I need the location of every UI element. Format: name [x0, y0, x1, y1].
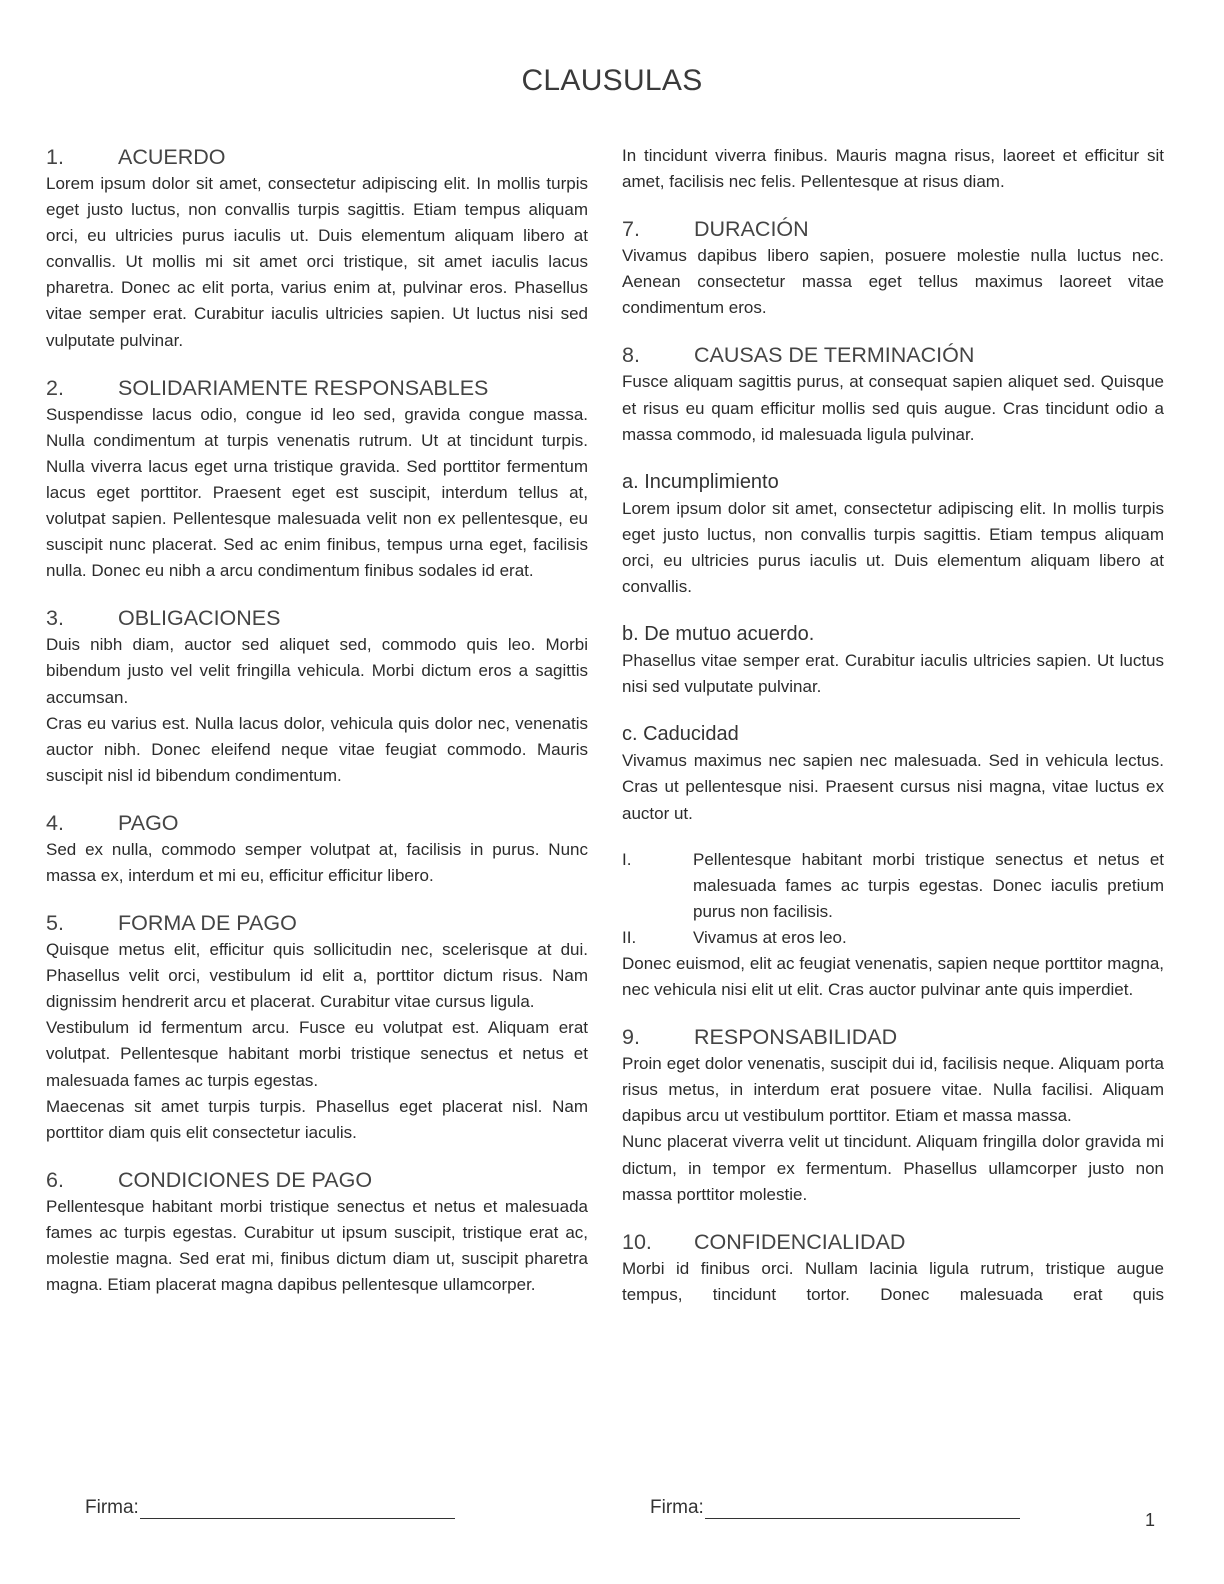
clause-title: SOLIDARIAMENTE RESPONSABLES — [118, 375, 489, 400]
clause-paragraph: Donec euismod, elit ac feugiat venenatis, sapien neque porttitor magna, nec vehicula nisi elit ut elit. Cras auctor pulvinar ante quis imperdiet. — [622, 953, 1164, 1000]
clause-condiciones-de-pago — [46, 1166, 588, 1298]
clause-heading — [46, 143, 588, 171]
clause-number: 7. — [622, 217, 640, 242]
clause-causas-de-terminacion — [622, 341, 1164, 447]
clause-paragraph: Morbi id finibus orci. Nullam lacinia ligula rutrum, tristique augue tempus, tincidunt tortor. Donec malesuada erat quis — [622, 1258, 1164, 1304]
clause-solidariamente-responsables — [46, 374, 588, 585]
clause-number: 4. — [46, 810, 64, 835]
clause-paragraph: Vivamus maximus nec sapien nec malesuada. Sed in vehicula lectus. Cras ut pellentesque nisi. Praesent cursus nisi magna, vitae luctus ex auctor ut. — [622, 751, 1164, 823]
clause-heading — [622, 341, 1164, 369]
signature-line — [705, 1494, 1020, 1519]
clause-heading — [46, 604, 588, 632]
clause-number: 8. — [622, 343, 640, 368]
clause-paragraph: Lorem ipsum dolor sit amet, consectetur adipiscing elit. In mollis turpis eget justo luctus, non convallis turpis sagittis. Etiam tempus aliquam orci, eu ultricies purus iaculis ut. Duis elementum aliquam libero at convallis. Ut mollis mi sit amet orci tristique, sit amet iaculis lacus pharetra. Donec ac elit porta, varius enim at, pulvinar eros. Phasellus vitae semper erat. Curabitur iaculis ultricies sapien. Ut luctus nisi sed vulputate pulvinar. — [46, 174, 588, 350]
list-item-text: Pellentesque habitant morbi tristique senectus et netus et malesuada fames ac turpis egestas. Donec iaculis pretium purus non facilisis. — [693, 849, 1164, 921]
clause-title: ACUERDO — [118, 145, 226, 169]
subclause-title: b. De mutuo acuerdo. — [622, 623, 815, 646]
clause-obligaciones — [46, 604, 588, 789]
clause-heading — [622, 1023, 1164, 1051]
page-number: 1 — [1145, 1510, 1156, 1530]
list-item-number: I. — [622, 849, 632, 869]
clause-heading — [46, 809, 588, 837]
clause-paragraph: Sed ex nulla, commodo semper volutpat at, facilisis in purus. Nunc massa ex, interdum et mi eu, efficitur efficitur libero. — [46, 839, 588, 885]
clause-continuation — [622, 143, 1164, 195]
signature-label: Firma: — [85, 1497, 139, 1518]
clause-heading — [46, 1166, 588, 1194]
clause-number: 5. — [46, 911, 64, 936]
clause-number: 10. — [622, 1229, 652, 1254]
clause-number: 9. — [622, 1025, 640, 1050]
clause-heading — [46, 374, 588, 402]
clause-title: CAUSAS DE TERMINACIÓN — [694, 343, 975, 368]
subclause-mutuo-acuerdo — [622, 620, 1164, 700]
signature-right — [650, 1494, 1020, 1519]
right-column — [622, 143, 1164, 1328]
clause-forma-de-pago — [46, 909, 588, 1146]
list-item-number: II. — [622, 927, 637, 947]
clause-title: CONDICIONES DE PAGO — [118, 1167, 373, 1192]
list-item — [622, 925, 1164, 951]
clause-paragraph: Duis nibh diam, auctor sed aliquet sed, commodo quis leo. Morbi bibendum justo vel velit fringilla vehicula. Morbi dictum eros a sagittis accumsan. — [46, 635, 588, 707]
clause-acuerdo — [46, 143, 588, 354]
clause-title: PAGO — [118, 810, 179, 835]
clause-title: DURACIÓN — [694, 217, 809, 242]
list-item — [622, 847, 1164, 925]
clause-paragraph: Pellentesque habitant morbi tristique senectus et netus et malesuada fames ac turpis egestas. Curabitur ut ipsum suscipit, tristique erat ac, molestie magna. Sed erat mi, finibus dictum diam ut, suscipit pharetra magna. Etiam placerat magna dapibus pellentesque ullamcorper. — [46, 1196, 588, 1295]
clause-number: 1. — [46, 145, 64, 169]
clause-heading — [46, 909, 588, 937]
clause-number: 3. — [46, 606, 64, 631]
clause-paragraph: Lorem ipsum dolor sit amet, consectetur adipiscing elit. In mollis turpis eget justo luctus, non convallis turpis sagittis. Etiam tempus aliquam orci, eu ultricies purus iaculis ut. Duis elementum aliquam libero at convallis. — [622, 498, 1164, 597]
clause-title: CONFIDENCIALIDAD — [694, 1229, 906, 1254]
subclause-title: c. Caducidad — [622, 723, 739, 746]
subclause-title: a. Incumplimiento — [622, 470, 779, 493]
signature-left — [85, 1494, 455, 1519]
clause-paragraph: Proin eget dolor venenatis, suscipit dui id, facilisis neque. Aliquam porta risus metus, in interdum erat posuere vitae. Nulla facilisi. Aliquam dapibus arcu ut vestibulum porttitor. Etiam et massa massa. — [622, 1054, 1164, 1126]
signature-label: Firma: — [650, 1497, 704, 1518]
signature-line — [140, 1494, 455, 1519]
clause-paragraph: Vivamus dapibus libero sapien, posuere molestie nulla luctus nec. Aenean consectetur massa eget tellus maximus laoreet vitae condimentum eros. — [622, 246, 1164, 318]
clause-paragraph: Maecenas sit amet turpis turpis. Phasellus eget placerat nisl. Nam porttitor diam quis elit consectetur iaculis. — [46, 1096, 588, 1142]
clause-paragraph: Cras eu varius est. Nulla lacus dolor, vehicula quis dolor nec, venenatis auctor nibh. Donec eleifend neque vitae feugiat commodo. Mauris suscipit nisl id bibendum condimentum. — [46, 713, 588, 785]
left-column — [46, 143, 588, 1318]
clause-paragraph: Quisque metus elit, efficitur quis sollicitudin nec, scelerisque at dui. Phasellus velit orci, vestibulum id elit a, porttitor dictum risus. Nam dignissim hendrerit arcu et placerat. Curabitur vitae cursus ligula. — [46, 940, 588, 1012]
clause-duracion — [622, 215, 1164, 321]
subclause-incumplimiento — [622, 468, 1164, 600]
clause-heading — [622, 215, 1164, 243]
page-title: CLAUSULAS — [521, 64, 703, 97]
subclause-caducidad — [622, 720, 1164, 826]
clause-number: 2. — [46, 375, 64, 400]
list-item-text: Vivamus at eros leo. — [693, 927, 847, 947]
clause-heading — [622, 1228, 1164, 1256]
clause-paragraph: In tincidunt viverra finibus. Mauris magna risus, laoreet et efficitur sit amet, facilisis nec felis. Pellentesque at risus diam. — [622, 146, 1164, 192]
clause-title: FORMA DE PAGO — [118, 911, 297, 936]
clause-paragraph: Phasellus vitae semper erat. Curabitur iaculis ultricies sapien. Ut luctus nisi sed vulputate pulvinar. — [622, 651, 1164, 697]
clause-paragraph: Vestibulum id fermentum arcu. Fusce eu volutpat est. Aliquam erat volutpat. Pellentesque habitant morbi tristique senectus et netus et malesuada fames ac turpis egestas. — [46, 1018, 588, 1090]
clause-paragraph: Nunc placerat viverra velit ut tincidunt. Aliquam fringilla dolor gravida mi dictum, in tempor ex fermentum. Phasellus ullamcorper justo non massa porttitor molestie. — [622, 1132, 1164, 1204]
clause-responsabilidad — [622, 1023, 1164, 1208]
roman-list — [622, 847, 1164, 1004]
clause-confidencialidad — [622, 1228, 1164, 1308]
clause-title: OBLIGACIONES — [118, 606, 281, 631]
clause-title: RESPONSABILIDAD — [694, 1025, 898, 1050]
clause-number: 6. — [46, 1167, 64, 1192]
clause-paragraph: Suspendisse lacus odio, congue id leo sed, gravida congue massa. Nulla condimentum at turpis venenatis rutrum. Ut at tincidunt turpis. Nulla viverra lacus eget urna tristique gravida. Sed porttitor fermentum lacus eget porttitor. Praesent eget est suscipit, interdum tellus at, volutpat sapien. Pellentesque malesuada velit non ex pellentesque, eu suscipit nunc placerat. Sed ac enim finibus, tempus urna eget, facilisis nulla. Donec eu nibh a arcu condimentum finibus sodales id erat. — [46, 404, 588, 581]
clause-pago — [46, 809, 588, 889]
clause-paragraph: Fusce aliquam sagittis purus, at consequat sapien aliquet sed. Quisque et risus eu quam efficitur mollis sed quis augue. Cras tincidunt odio a massa commodo, id malesuada ligula pulvinar. — [622, 372, 1164, 444]
